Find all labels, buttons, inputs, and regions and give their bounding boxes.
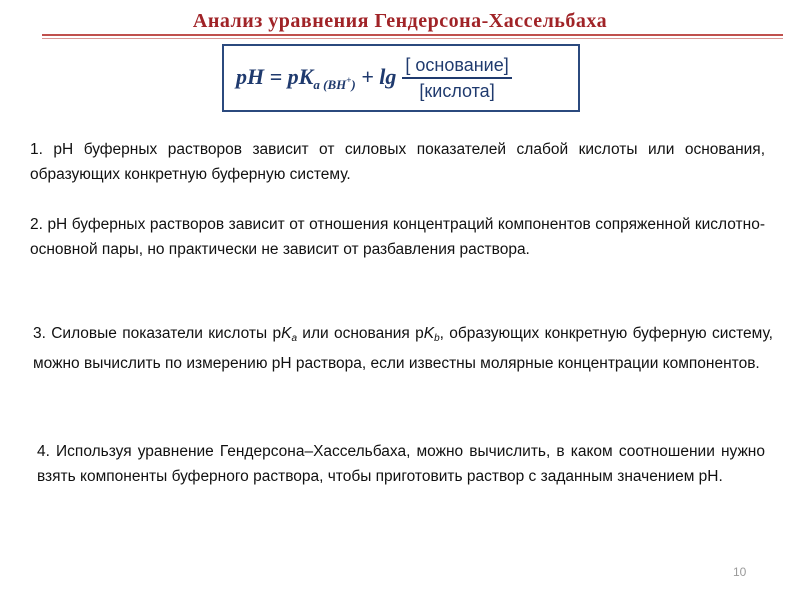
formula-ph: pH xyxy=(236,63,265,89)
kb-letter: K xyxy=(423,325,435,342)
paragraph-2: 2. рН буферных растворов зависит от отношения концентраций компонентов сопряженной кислотно-основной пары, но практически не зависит от разбавления раствора. xyxy=(30,216,765,258)
paragraph-3-part-2: или основания р xyxy=(297,325,424,342)
ka-letter: K xyxy=(281,325,292,342)
formula-subscript xyxy=(313,74,356,92)
formula-pk: pK xyxy=(287,63,314,89)
paragraph-3-part-3: , образующих конкретную буферную систему, можно вычислить по измерению рН раствора, если известны молярные концентрации компонентов. xyxy=(33,325,773,372)
title-underline-thin xyxy=(42,38,783,39)
ka-subscript: a xyxy=(291,333,297,344)
paragraph-3-part-1: 3. Силовые показатели кислоты р xyxy=(33,325,282,342)
paragraph-4: 4. Используя уравнение Гендерсона–Хассельбаха, можно вычислить, в каком соотношении нужно взять компоненты буферного раствора, чтобы приготовить раствор с заданным значением рН. xyxy=(37,443,765,485)
formula-expression xyxy=(236,64,396,93)
formula-equals: = xyxy=(264,63,288,89)
formula-plus-lg: + lg xyxy=(355,63,397,89)
slide-title: Анализ уравнения Гендерсона-Хассельбаха xyxy=(192,10,608,32)
formula-sub-a: a xyxy=(313,76,320,92)
title-underline xyxy=(42,34,783,36)
formula-sub-bh: (BH xyxy=(323,76,347,92)
slide-number: 10 xyxy=(733,565,747,579)
formula-sup-plus: + xyxy=(346,74,352,85)
formula-numerator: [ основание] xyxy=(405,55,509,76)
formula-box xyxy=(222,44,580,112)
formula-fraction xyxy=(402,53,511,103)
paragraph-1: 1. рН буферных растворов зависит от силовых показателей слабой кислоты или основания, образующих конкретную буферную систему. xyxy=(30,141,765,183)
formula-sub-close: ) xyxy=(351,76,356,92)
kb-subscript: b xyxy=(434,333,440,344)
paragraph-3 xyxy=(33,321,773,376)
formula-denominator: [кислота] xyxy=(419,80,495,101)
